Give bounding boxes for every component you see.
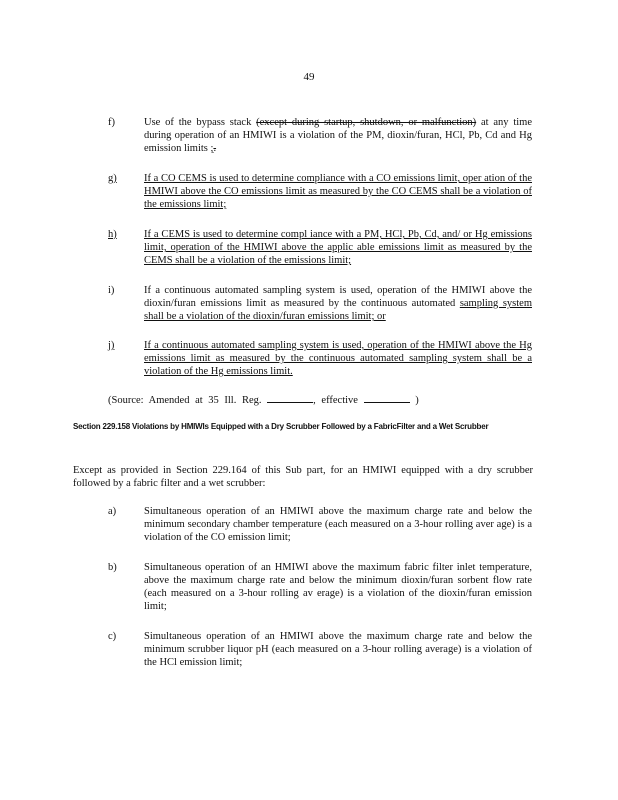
- struck-text-segment: (except during startup, shutdown, or malfunction): [256, 117, 477, 128]
- item-text: Simultaneous operation of an HMIWI above the maximum fabric filter inlet temperature, above the maximum charge rate and below the minimum dioxin/furan sorbent flow rate (each measured on a 3-hour rolling av erage) is a violation of the dioxin/furan emission limit;: [144, 562, 532, 612]
- blank-line: [267, 392, 313, 403]
- intro-paragraph: Except as provided in Section 229.164 of this Sub part, for an HMIWI equipped with a dry scrubber followed by a fabric filter and a wet scrubber:: [73, 465, 533, 489]
- source-close: ): [415, 395, 419, 406]
- inserted-text-segment: If a CEMS is used to determine compl iance with a PM, HCl, Pb, Cd, and/ or Hg emissions limit, operation of the HMIWI above the applic able emissions limit as measured by the CEMS shall be a violation of the emissions limit;: [144, 229, 532, 266]
- blank-line: [364, 392, 410, 403]
- item-text: [144, 116, 532, 155]
- inserted-text-segment: If a continuous automated sampling system is used, operation of the HMIWI above the Hg emissions limit as measured by the continuous automated sampling system shall be a violation of the Hg emissions limit.: [144, 340, 532, 377]
- source-open: (Source:: [108, 395, 144, 406]
- text-segment: Use of the bypass stack: [144, 117, 257, 128]
- text-segment: at any time during operation of an HMIWI is a violation of the PM, dioxin/furan, HCl, Pb, Cd and Hg emission limits: [144, 117, 533, 154]
- item-label: h): [108, 229, 117, 240]
- struck-text-segment: .: [213, 143, 217, 154]
- section-heading: Section 229.158 Violations by HMIWIs Equipped with a Dry Scrubber Followed by a FabricFilter and a Wet Scrubber: [73, 422, 489, 431]
- text-segment: If a continuous automated sampling system is used, operation of the HMIWI above the dioxin/furan emissions limit as measured by the continuous automated: [144, 285, 532, 309]
- item-text: [144, 228, 532, 267]
- item-label: a): [108, 506, 117, 517]
- source-amended: Amended at 35 Ill. Reg.: [148, 395, 262, 406]
- item-label: j): [108, 340, 115, 351]
- item-text: [144, 284, 532, 323]
- inserted-text-segment: If a CO CEMS is used to determine compliance with a CO emissions limit, oper ation of the HMIWI above the CO emissions limit as measured by the CO CEMS shall be a violation of the emissions limit;: [144, 173, 532, 210]
- item-label: f): [108, 117, 115, 128]
- inserted-text-segment: ;: [210, 143, 214, 154]
- item-text: [144, 172, 532, 211]
- source-note: (Source: Amended at 35 Ill. Reg. , effective ): [108, 392, 419, 407]
- item-label: c): [108, 631, 117, 642]
- item-label: g): [108, 173, 117, 184]
- item-text: [144, 339, 532, 378]
- item-label: b): [108, 562, 117, 573]
- item-text: Simultaneous operation of an HMIWI above the maximum charge rate and below the minimum scrubber liquor pH (each measured on a 3-hour rolling average) is a violation of the HCl emission limit;: [144, 631, 532, 668]
- item-label: i): [108, 285, 115, 296]
- page-number: 49: [303, 71, 315, 83]
- inserted-text-segment: sampling system shall be a violation of the dioxin/furan emissions limit; or: [144, 298, 532, 322]
- item-text: Simultaneous operation of an HMIWI above the maximum charge rate and below the minimum secondary chamber temperature (each measured on a 3-hour rolling aver age) is a violation of the CO emission limit;: [144, 506, 532, 543]
- source-effective: effective: [321, 395, 358, 406]
